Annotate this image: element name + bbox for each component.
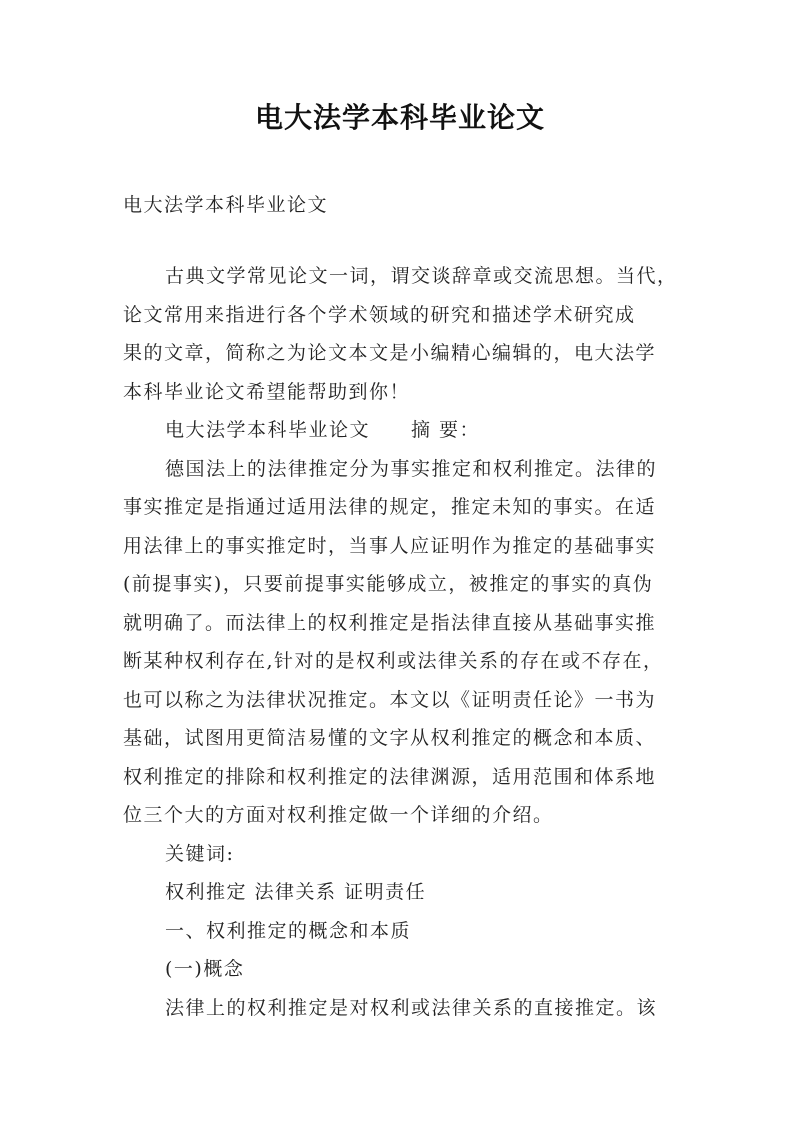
body-text-line: (前提事实)，只要前提事实能够成立，被推定的事实的真伪 — [123, 573, 654, 595]
body-text-line: 断某种权利存在,针对的是权利或法律关系的存在或不存在， — [123, 650, 664, 672]
body-text-line: 权利推定 法律关系 证明责任 — [165, 881, 427, 903]
document-body — [123, 257, 683, 1027]
body-text-line: 基础，试图用更简洁易懂的文字从权利推定的概念和本质、 — [123, 727, 657, 749]
body-text-line: 果的文章，简称之为论文本文是小编精心编辑的，电大法学 — [123, 342, 657, 364]
body-text-line: 本科毕业论文希望能帮助到你！ — [123, 380, 411, 403]
body-text-line: 事实推定是指通过适用法律的规定，推定未知的事实。在适 — [123, 496, 657, 518]
body-text-line: 权利推定的排除和权利推定的法律渊源，适用范围和体系地 — [123, 765, 657, 788]
body-text-line: 也可以称之为法律状况推定。本文以《证明责任论》一书为 — [123, 688, 657, 711]
body-text-line: 关键词: — [165, 842, 235, 865]
body-text-line: 位三个大的方面对权利推定做一个详细的介绍。 — [123, 804, 554, 826]
body-text-line: 论文常用来指进行各个学术领域的研究和描述学术研究成 — [123, 303, 636, 326]
body-text-line: 法律上的权利推定是对权利或法律关系的直接推定。该 — [165, 996, 658, 1019]
body-text-line: 用法律上的事实推定时，当事人应证明作为推定的基础事实 — [123, 534, 657, 557]
body-text-line: 就明确了。而法律上的权利推定是指法律直接从基础事实推 — [123, 611, 657, 634]
body-text-line: 电大法学本科毕业论文 摘 要： — [165, 419, 481, 441]
body-text-line: 一、权利推定的概念和本质 — [165, 919, 412, 942]
body-text-line: 德国法上的法律推定分为事实推定和权利推定。法律的 — [165, 457, 658, 480]
document-title: 电大法学本科毕业论文 — [254, 101, 545, 134]
body-text-line: (一)概念 — [165, 958, 245, 980]
document-subtitle: 电大法学本科毕业论文 — [123, 194, 329, 216]
body-text-line: 古典文学常见论文一词，谓交谈辞章或交流思想。当代， — [165, 265, 678, 287]
